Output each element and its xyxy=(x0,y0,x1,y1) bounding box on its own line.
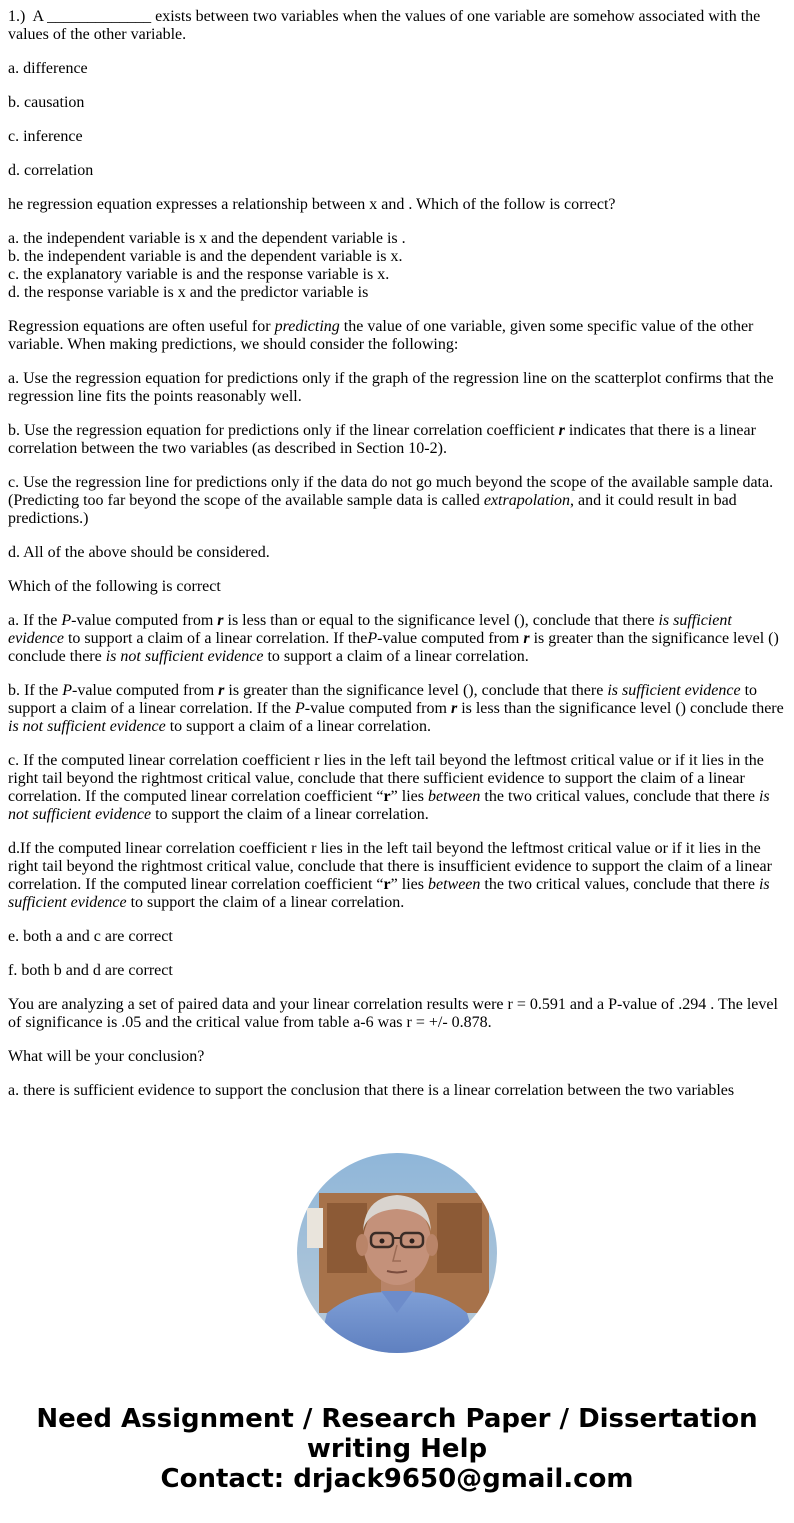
q2-option-d: d. the response variable is x and the predictor variable is xyxy=(8,284,369,301)
q2-option-a: a. the independent variable is x and the dependent variable is . xyxy=(8,230,406,247)
q4-option-e: e. both a and c are correct xyxy=(8,928,173,945)
q3-option-b: b. Use the regression equation for predictions only if the linear correlation coefficient r indicates that there is a linear correlation between the two variables (as described in Section 10-2). xyxy=(8,422,756,457)
q5-stem: You are analyzing a set of paired data and your linear correlation results were r = 0.591 and a P-value of .294 . The level of significance is .05 and the critical value from table a-6 was r = +/- 0.878. xyxy=(8,996,778,1031)
document-body xyxy=(8,8,788,1116)
q4-option-b: b. If the P-value computed from r is greater than the significance level (), conclude that there is sufficient evidence to support a claim of a linear correlation. If the P-value computed from r is less than the significance level () conclude there is not sufficient evidence to support a claim of a linear correlation. xyxy=(8,682,784,735)
q3-intro: Regression equations are often useful for predicting the value of one variable, given some specific value of the other variable. When making predictions, we should consider the following: xyxy=(8,318,754,353)
q3-option-d: d. All of the above should be considered. xyxy=(8,544,270,561)
q3-option-a: a. Use the regression equation for predictions only if the graph of the regression line on the scatterplot confirms that the regression line fits the points reasonably well. xyxy=(8,370,774,405)
q5-option-a: a. there is sufficient evidence to support the conclusion that there is a linear correlation between the two variables xyxy=(8,1082,735,1099)
contact-banner xyxy=(0,1404,794,1494)
q5-question: What will be your conclusion? xyxy=(8,1048,205,1065)
author-avatar xyxy=(297,1153,497,1353)
q1-option-b: b. causation xyxy=(8,94,85,111)
banner-contact-email: Contact: drjack9650@gmail.com xyxy=(160,1464,634,1494)
q2-option-c: c. the explanatory variable is and the response variable is x. xyxy=(8,266,390,283)
banner-line-2: writing Help xyxy=(306,1434,488,1464)
banner-line-1: Need Assignment / Research Paper / Dissertation xyxy=(36,1404,758,1434)
q1-option-c: c. inference xyxy=(8,128,83,145)
avatar-photo xyxy=(297,1153,497,1353)
q4-option-a: a. If the P-value computed from r is less than or equal to the significance level (), conclude that there is sufficient evidence to support a claim of a linear correlation. If theP-value computed from r is greater than the significance level () conclude there is not sufficient evidence to support a claim of a linear correlation. xyxy=(8,612,779,665)
q3-option-c: c. Use the regression line for predictions only if the data do not go much beyond the scope of the available sample data. (Predicting too far beyond the scope of the available sample data is called extrapolation, and it could result in bad predictions.) xyxy=(8,474,774,527)
q4-option-c: c. If the computed linear correlation coefficient r lies in the left tail beyond the leftmost critical value or if it lies in the right tail beyond the rightmost critical value, conclude that there sufficient evidence to support the claim of a linear correlation. If the computed linear correlation coefficient “r” lies between the two critical values, conclude that there is not sufficient evidence to support the claim of a linear correlation. xyxy=(8,752,770,823)
q4-option-d: d.If the computed linear correlation coefficient r lies in the left tail beyond the leftmost critical value or if it lies in the right tail beyond the rightmost critical value, conclude that there is insufficient evidence to support the claim of a linear correlation. If the computed linear correlation coefficient “r” lies between the two critical values, conclude that there is sufficient evidence to support the claim of a linear correlation. xyxy=(8,840,772,911)
q1-stem: 1.) A _____________ exists between two variables when the values of one variable are somehow associated with the values of the other variable. xyxy=(8,8,761,43)
q1-option-d: d. correlation xyxy=(8,162,94,179)
q2-stem: he regression equation expresses a relationship between x and . Which of the follow is correct? xyxy=(8,196,616,213)
q4-stem: Which of the following is correct xyxy=(8,578,221,595)
q2-option-b: b. the independent variable is and the dependent variable is x. xyxy=(8,248,403,265)
q4-option-f: f. both b and d are correct xyxy=(8,962,173,979)
q1-option-a: a. difference xyxy=(8,60,88,77)
